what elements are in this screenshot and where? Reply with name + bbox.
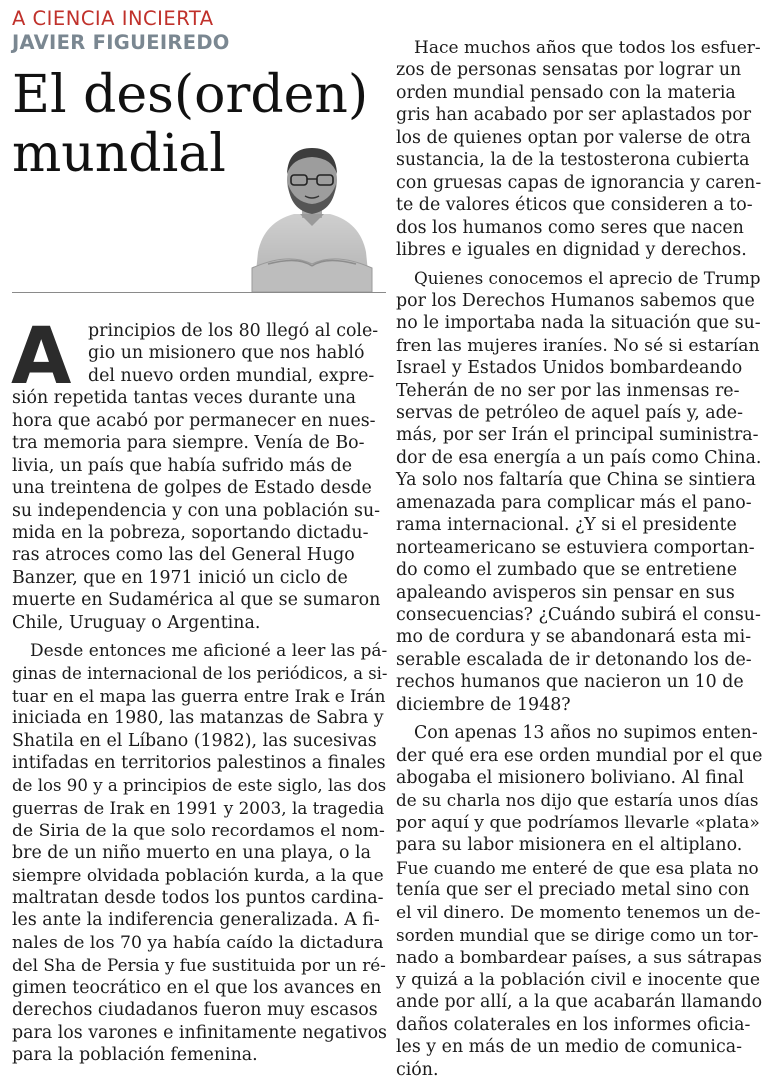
text-line: apaleando avisperos sin pensar en sus	[396, 582, 735, 603]
text-line: guerras de Irak en 1991 y 2003, la tragedia	[12, 798, 385, 819]
text-line: de los 90 y a principios de este siglo, las dos	[12, 775, 387, 795]
text-line: diciembre de 1948?	[396, 694, 571, 715]
text-line: Banzer, que en 1971 inició un ciclo de	[12, 567, 348, 588]
text-line: ras atroces como las del General Hugo	[12, 545, 355, 566]
text-line: Quienes conocemos el aprecio de Trump	[414, 268, 761, 289]
text-line: Ya solo nos faltaría que China se sintiera	[396, 470, 756, 491]
text-line: del Sha de Persia y fue sustituida por un ré-	[12, 955, 386, 976]
text-line: iniciada en 1980, las matanzas de Sabra y	[12, 708, 384, 729]
left-column	[11, 312, 388, 1066]
text-line: una treintena de golpes de Estado desde	[12, 478, 372, 499]
dropcap: A	[11, 312, 72, 402]
text-line: de Siria de la que solo recordamos el nom-	[12, 820, 385, 841]
text-line: sorden mundial que se dirige como un tor-	[396, 925, 759, 946]
text-line: hora que acabó por permanecer en nues-	[12, 410, 376, 431]
text-line: les y en más de un medio de comunica-	[396, 1037, 742, 1058]
text-line: por los Derechos Humanos sabemos que	[396, 290, 755, 311]
text-line: libres e iguales en dignidad y derechos.	[396, 239, 747, 260]
author-portrait	[248, 140, 376, 292]
text-line: consecuencias? ¿Cuándo subirá el consu-	[396, 604, 761, 625]
text-line: rechos humanos que nacieron un 10 de	[396, 672, 744, 693]
text-line: Teherán de no ser por las inmensas re-	[396, 380, 740, 401]
text-line: nado a bombardear países, a sus sátrapas	[396, 947, 762, 968]
text-line: amenazada para complicar más el pano-	[396, 492, 752, 513]
text-line: maltratan desde todos los puntos cardina-	[12, 887, 384, 908]
right-column	[396, 37, 762, 1081]
text-line: mida en la pobreza, soportando dictadu-	[12, 522, 369, 543]
text-line: nales de los 70 ya había caído la dictadura	[12, 932, 384, 953]
text-line: los de quienes optan por valerse de otra	[396, 127, 751, 148]
text-line: bre de un niño muerto en una playa, o la	[12, 843, 371, 864]
headline-line: mundial	[12, 124, 226, 184]
headline-line: El des(orden)	[12, 65, 369, 125]
text-line: para su labor misionera en el altiplano.	[396, 835, 743, 856]
text-line: Con apenas 13 años no supimos enten-	[414, 723, 758, 744]
text-line: ginas de internacional de los periódicos, a si-	[12, 663, 388, 683]
text-line: tra memoria para siempre. Venía de Bo-	[12, 433, 365, 454]
text-line: dor de esa energía a un país como China.	[396, 447, 762, 468]
text-line: intifadas en territorios palestinos a finales	[12, 753, 386, 774]
text-line: el vil dinero. De momento tenemos un de-	[396, 902, 761, 923]
text-line: de su charla nos dijo que estaría unos días	[396, 790, 759, 811]
text-line: ande por allí, a la que acabarán llamando	[396, 992, 763, 1013]
text-line: dos los humanos como seres que nacen	[396, 217, 744, 238]
text-line: fren las mujeres iraníes. No sé si estarían	[396, 335, 760, 356]
text-line: no le importaba nada la situación que su-	[396, 313, 761, 334]
text-line: zos de personas sensatas por lograr un	[396, 60, 742, 81]
text-line: del nuevo orden mundial, expre-	[88, 365, 375, 386]
text-line: Israel y Estados Unidos bombardeando	[396, 358, 743, 379]
text-line: mo de cordura y se abandonará esta mi-	[396, 627, 752, 648]
text-line: do como el zumbado que se entretiene	[396, 560, 738, 581]
text-line: para los varones e infinitamente negativos	[12, 1022, 387, 1043]
text-line: sión repetida tantas veces durante una	[12, 388, 357, 409]
text-line: derechos ciudadanos fueron muy escasos	[12, 1000, 378, 1021]
section-label: A CIENCIA INCIERTA	[12, 7, 214, 30]
text-line: te de valores éticos que consideren a to-	[396, 195, 753, 216]
text-line: daños colaterales en los informes oficia-	[396, 1014, 751, 1035]
text-line: les ante la indiferencia generalizada. A fi-	[12, 910, 380, 931]
text-line: tenía que ser el preciado metal sino con	[396, 880, 750, 901]
text-line: muerte en Sudamérica al que se sumaron	[12, 590, 381, 611]
text-line: por aquí y que podríamos llevarle «plata»	[396, 812, 760, 833]
text-line: der qué era ese orden mundial por el que	[396, 745, 763, 766]
text-line: gris han acabado por ser aplastados por	[396, 105, 752, 126]
text-line: serable escalada de ir detonando los de-	[396, 649, 752, 670]
text-line: y quizá a la población civil e inocente que	[396, 969, 761, 990]
text-line: su independencia y con una población su-	[12, 500, 381, 521]
text-line: gio un misionero que nos habló	[88, 343, 365, 364]
text-line: abogaba el misionero boliviano. Al final	[396, 768, 744, 788]
text-line: tuar en el mapa las guerra entre Irak e Irán	[12, 686, 386, 706]
text-line: sustancia, la de la testosterona cubierta	[396, 150, 750, 171]
header-divider	[12, 292, 386, 293]
text-line: rama internacional. ¿Y si el presidente	[396, 515, 737, 536]
text-line: con gruesas capas de ignorancia y caren-	[396, 172, 762, 193]
text-line: siempre olvidada población kurda, a la que	[12, 865, 384, 886]
text-line: Chile, Uruguay o Argentina.	[12, 612, 261, 633]
text-line: orden mundial pensado con la materia	[396, 82, 736, 103]
text-line: norteamericano se estuviera comportan-	[396, 537, 755, 558]
text-line: más, por ser Irán el principal suministra-	[396, 425, 759, 446]
text-line: Shatila en el Líbano (1982), las sucesivas	[12, 730, 377, 751]
text-line: Desde entonces me aficioné a leer las pá-	[30, 641, 388, 662]
text-line: gimen teocrático en el que los avances en	[12, 977, 382, 998]
text-line: servas de petróleo de aquel país y, ade-	[396, 403, 743, 423]
text-line: Hace muchos años que todos los esfuer-	[414, 38, 761, 58]
author-name: JAVIER FIGUEIREDO	[12, 31, 230, 54]
text-line: ción.	[396, 1059, 439, 1080]
text-line: Fue cuando me enteré de que esa plata no	[396, 857, 759, 878]
text-line: principios de los 80 llegó al cole-	[88, 321, 379, 341]
text-line: livia, un país que había sufrido más de	[12, 455, 352, 476]
text-line: para la población femenina.	[12, 1045, 258, 1065]
